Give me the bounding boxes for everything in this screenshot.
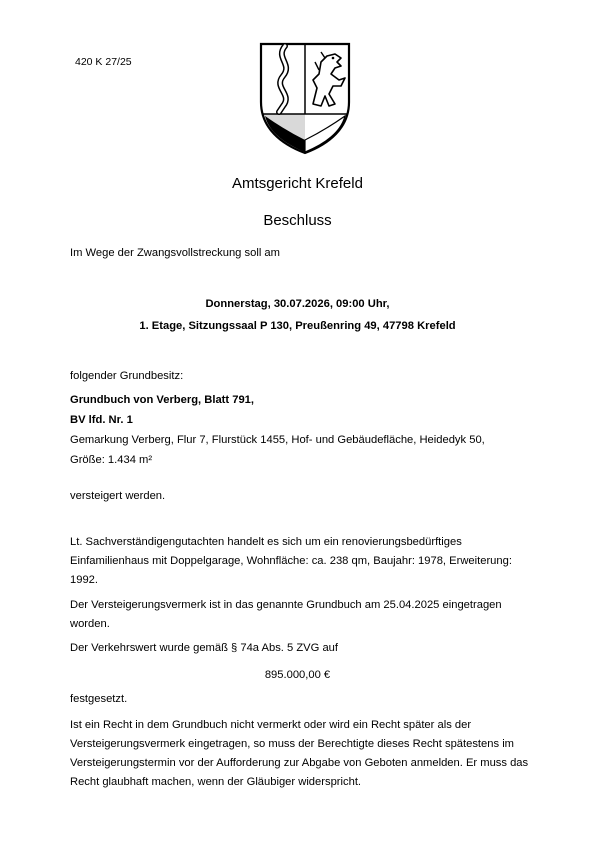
- market-value-intro: Der Verkehrswert wurde gemäß § 74a Abs. 5 ZVG auf: [70, 642, 339, 654]
- market-value: 895.000,00 €: [264, 669, 331, 681]
- auctioned-text: versteigert werden.: [70, 490, 166, 502]
- coat-of-arms-icon: [255, 40, 355, 156]
- rights-notice: Ist ein Recht in dem Grundbuch nicht vermerkt oder wird ein Recht später als der Versteigerungsvermerk eingetragen, so muss der Berechtigte dieses Recht spätestens im Versteigerungstermin vor der Aufforderung zur Abgabe von Geboten anmelden. Er muss das Recht glaubhaft machen, wenn der Gläubiger widerspricht.: [70, 719, 529, 788]
- property-size: Größe: 1.434 m²: [70, 454, 153, 466]
- appointment-date: Donnerstag, 30.07.2026, 09:00 Uhr,: [205, 298, 390, 310]
- case-number: 420 K 27/25: [75, 56, 132, 68]
- court-name: Amtsgericht Krefeld: [232, 175, 363, 192]
- registration-note: Der Versteigerungsvermerk ist in das genannte Grundbuch am 25.04.2025 eingetragen worden.: [70, 599, 502, 630]
- bv-number: BV lfd. Nr. 1: [70, 414, 133, 426]
- fixed-text: festgesetzt.: [70, 693, 128, 705]
- land-register: Grundbuch von Verberg, Blatt 791,: [70, 394, 255, 406]
- intro-text: Im Wege der Zwangsvollstreckung soll am: [70, 247, 280, 259]
- parcel-description: Gemarkung Verberg, Flur 7, Flurstück 1455, Hof- und Gebäudefläche, Heidedyk 50,: [70, 434, 485, 446]
- document-title: Beschluss: [263, 212, 332, 229]
- expert-opinion: Lt. Sachverständigengutachten handelt es sich um ein renovierungsbedürftiges Einfamilienhaus mit Doppelgarage, Wohnfläche: ca. 238 qm, Baujahr: 1978, Erweiterung: 1992.: [70, 536, 512, 586]
- appointment-place: 1. Etage, Sitzungssaal P 130, Preußenring 49, 47798 Krefeld: [139, 320, 456, 332]
- property-label: folgender Grundbesitz:: [70, 370, 184, 382]
